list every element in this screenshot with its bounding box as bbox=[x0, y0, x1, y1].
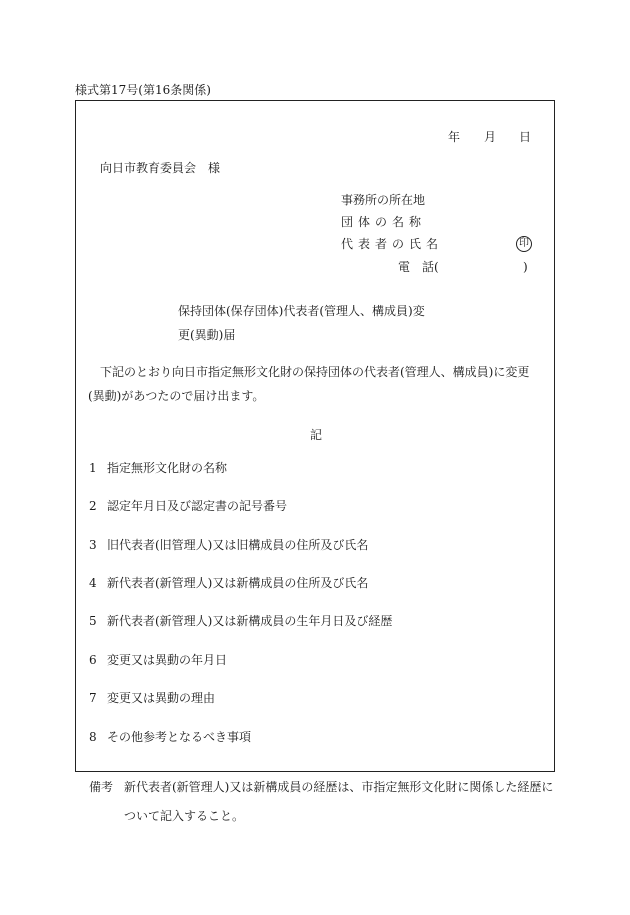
item-number-5: 5 bbox=[89, 614, 97, 628]
body-text-line-1: 下記のとおり向日市指定無形文化財の保持団体の代表者(管理人、構成員)に変更 bbox=[100, 365, 530, 379]
item-text-8: その他参考となるべき事項 bbox=[107, 730, 252, 744]
item-number-2: 2 bbox=[89, 499, 97, 513]
phone-close-paren: ) bbox=[523, 260, 528, 274]
note-text-line-1: 新代表者(新管理人)又は新構成員の経歴は、市指定無形文化財に関係した経歴に bbox=[124, 780, 554, 794]
representative-name-label: 代表者の氏名 bbox=[341, 237, 444, 251]
date-year: 年 bbox=[448, 130, 461, 144]
item-number-7: 7 bbox=[89, 691, 97, 705]
note-text-line-2: ついて記入すること。 bbox=[124, 809, 245, 823]
phone-label: 電 話( bbox=[398, 260, 439, 274]
form-title-line-1: 保持団体(保存団体)代表者(管理人、構成員)変 bbox=[178, 304, 425, 318]
form-title-line-2: 更(異動)届 bbox=[178, 328, 236, 342]
ki-heading: 記 bbox=[310, 428, 323, 442]
date-month: 月 bbox=[484, 130, 497, 144]
item-text-7: 変更又は異動の理由 bbox=[107, 691, 216, 705]
item-text-4: 新代表者(新管理人)又は新構成員の住所及び氏名 bbox=[107, 576, 369, 590]
group-name-label: 団体の名称 bbox=[341, 215, 427, 229]
item-number-4: 4 bbox=[89, 576, 97, 590]
note-label: 備考 bbox=[89, 780, 114, 794]
addressee: 向日市教育委員会 様 bbox=[100, 161, 221, 175]
seal-mark: 印 bbox=[516, 236, 532, 252]
form-number: 様式第17号(第16条関係) bbox=[75, 83, 211, 97]
body-text-line-2: (異動)があつたので届け出ます。 bbox=[88, 389, 265, 403]
item-text-5: 新代表者(新管理人)又は新構成員の生年月日及び経歴 bbox=[107, 614, 393, 628]
item-number-3: 3 bbox=[89, 538, 97, 552]
item-number-6: 6 bbox=[89, 653, 97, 667]
office-address-label: 事務所の所在地 bbox=[341, 193, 426, 207]
item-text-1: 指定無形文化財の名称 bbox=[107, 461, 228, 475]
item-number-8: 8 bbox=[89, 730, 97, 744]
date-day: 日 bbox=[519, 130, 532, 144]
item-number-1: 1 bbox=[89, 461, 97, 475]
item-text-6: 変更又は異動の年月日 bbox=[107, 653, 228, 667]
item-text-2: 認定年月日及び認定書の記号番号 bbox=[107, 499, 288, 513]
item-text-3: 旧代表者(旧管理人)又は旧構成員の住所及び氏名 bbox=[107, 538, 369, 552]
